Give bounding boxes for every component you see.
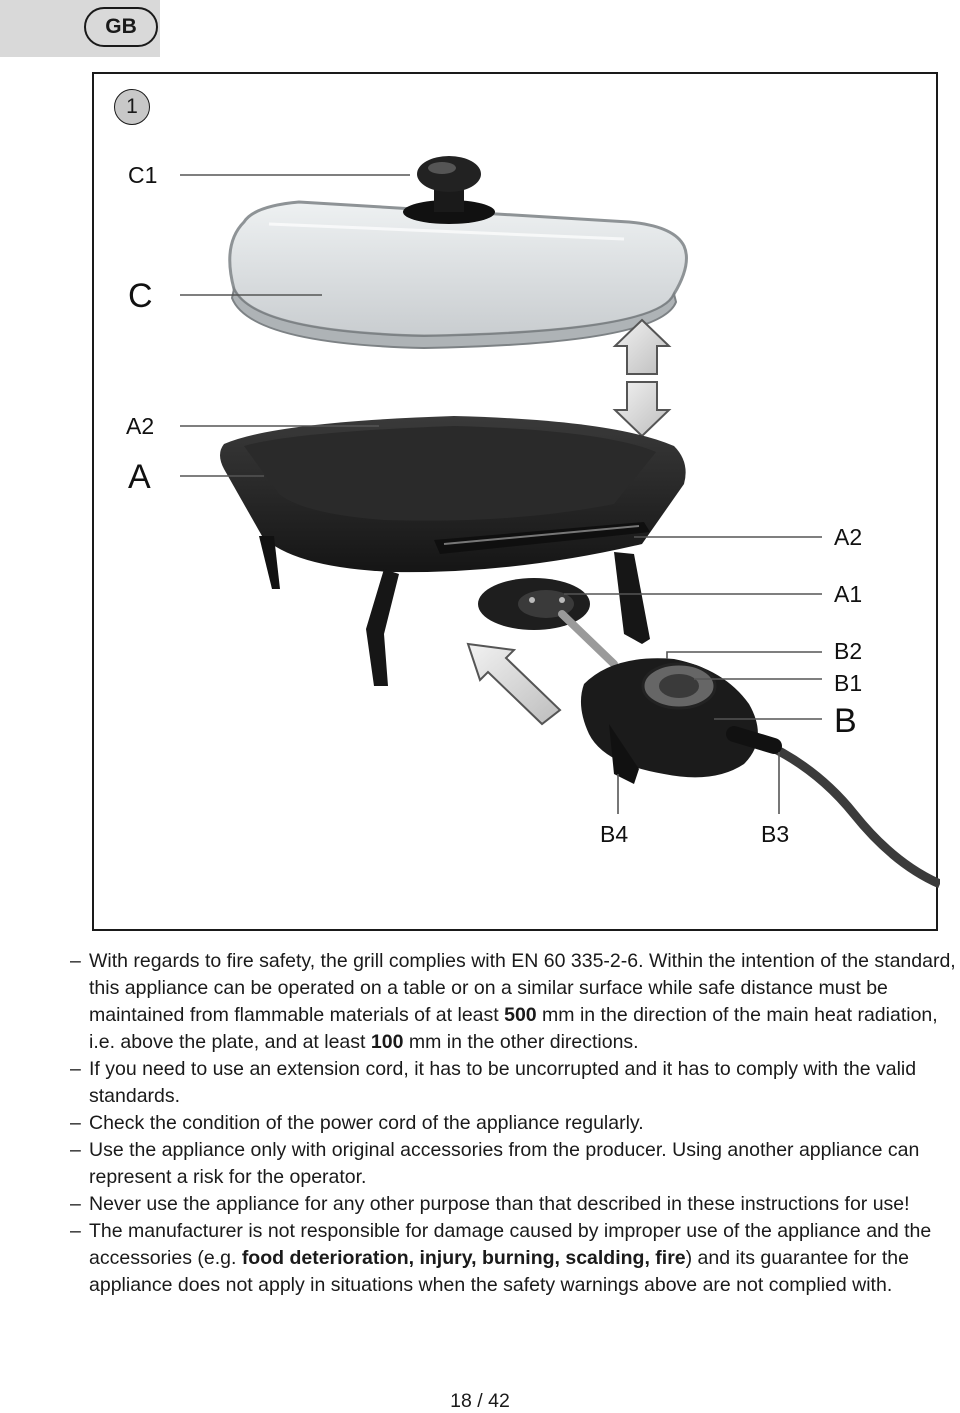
instruction-text: ) and its guarantee for the appliance does not apply in situations when the safety warnings above are not complied with. bbox=[89, 1247, 909, 1296]
lid-knob bbox=[403, 156, 495, 224]
figure-number: 1 bbox=[114, 89, 150, 125]
page-number: 18 / 42 bbox=[450, 1390, 510, 1412]
list-dash: – bbox=[70, 1220, 81, 1242]
instruction-item bbox=[70, 1191, 960, 1218]
language-badge: GB bbox=[84, 7, 158, 47]
list-dash: – bbox=[70, 1139, 81, 1161]
instruction-item bbox=[70, 1218, 960, 1299]
instruction-item bbox=[70, 1056, 960, 1110]
instruction-item bbox=[70, 1110, 960, 1137]
insert-arrow bbox=[468, 644, 560, 724]
label-b3: B3 bbox=[761, 821, 790, 847]
instruction-text: Check the condition of the power cord of the appliance regularly. bbox=[89, 1112, 644, 1134]
list-dash: – bbox=[70, 1058, 81, 1080]
thermostat-control bbox=[581, 658, 940, 884]
instruction-text: The manufacturer is not responsible for damage caused by improper use of the appliance and the accessories (e.g. bbox=[89, 1220, 932, 1269]
emphasis-text: 500 bbox=[504, 1004, 537, 1026]
language-tab bbox=[0, 0, 160, 57]
label-a2-left: A2 bbox=[126, 413, 155, 439]
list-dash: – bbox=[70, 1112, 81, 1134]
glass-lid bbox=[230, 202, 687, 348]
instruction-text: mm in the other directions. bbox=[403, 1031, 639, 1053]
probe-rod bbox=[562, 614, 614, 664]
label-b1: B1 bbox=[834, 670, 863, 696]
label-b4: B4 bbox=[600, 821, 629, 847]
instruction-text: Use the appliance only with original accessories from the producer. Using another appliance can represent a risk for the operator. bbox=[89, 1139, 920, 1188]
instruction-text: Never use the appliance for any other purpose than that described in these instructions for use! bbox=[89, 1193, 910, 1215]
emphasis-text: 100 bbox=[370, 1031, 404, 1053]
safety-instructions bbox=[70, 948, 960, 1299]
figure-1 bbox=[92, 72, 938, 931]
emphasis-text: food deterioration, injury, burning, scalding, fire bbox=[241, 1247, 686, 1269]
pan-body bbox=[220, 416, 686, 686]
instruction-item bbox=[70, 1137, 960, 1191]
lift-arrow bbox=[615, 320, 669, 436]
instruction-text: mm in the direction of the main heat radiation, i.e. above the plate, and at least bbox=[89, 1004, 938, 1053]
label-b2: B2 bbox=[834, 638, 863, 664]
label-c: C bbox=[128, 277, 153, 315]
label-c1: C1 bbox=[128, 162, 158, 188]
label-a: A bbox=[128, 458, 151, 496]
electric-pan-illustration bbox=[94, 74, 940, 933]
list-dash: – bbox=[70, 950, 81, 972]
list-dash: – bbox=[70, 1193, 81, 1215]
label-a2-right: A2 bbox=[834, 524, 863, 550]
instruction-text: With regards to fire safety, the grill complies with EN 60 335-2-6. Within the intention of the standard, this appliance can be operated on a table or on a similar surface while safe distance must be maintained from flammable materials of at least bbox=[89, 950, 956, 1026]
label-a1: A1 bbox=[834, 581, 863, 607]
label-b: B bbox=[834, 702, 857, 740]
instruction-text: If you need to use an extension cord, it has to be uncorrupted and it has to comply with the valid standards. bbox=[89, 1058, 917, 1107]
instruction-item bbox=[70, 948, 960, 1056]
